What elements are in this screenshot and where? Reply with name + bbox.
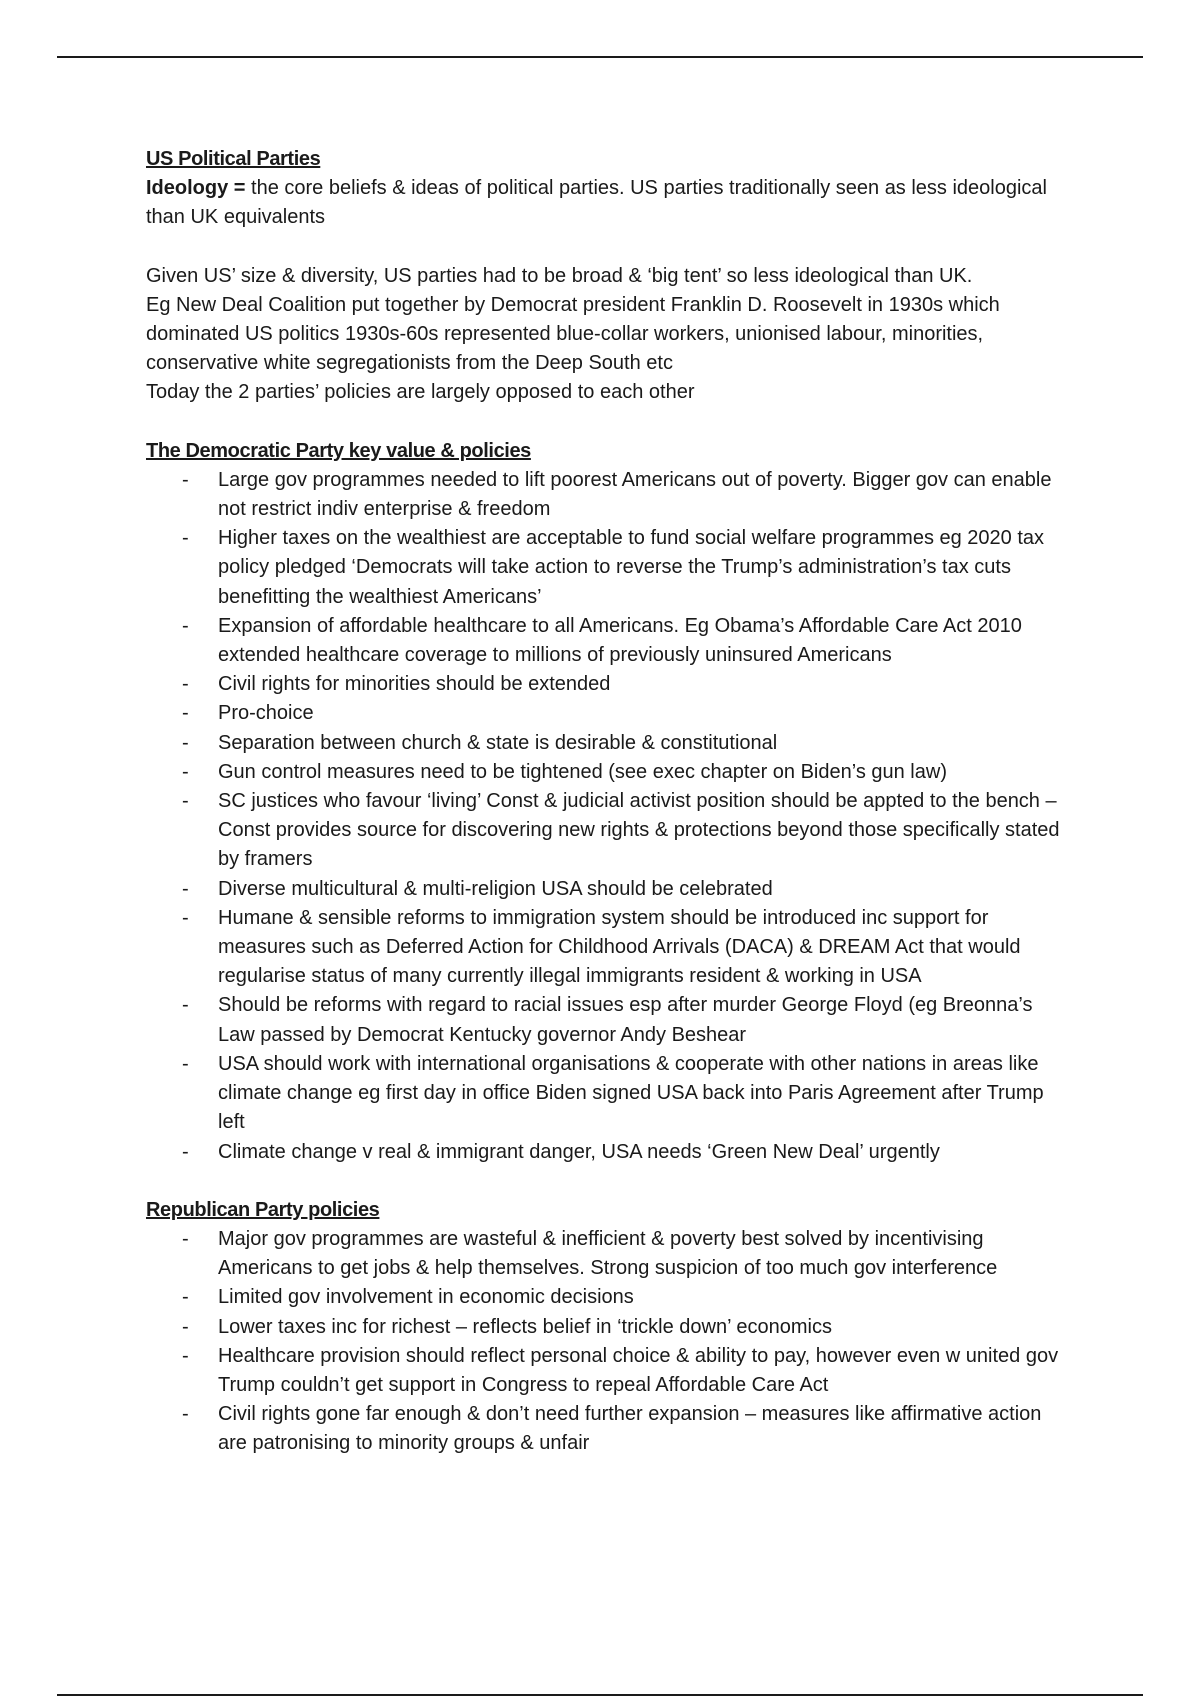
democrats-heading: The Democratic Party key value & policies bbox=[146, 439, 531, 462]
intro-line: Today the 2 parties’ policies are largely opposed to each other bbox=[146, 381, 695, 404]
document-body bbox=[146, 145, 1066, 1459]
list-item: - USA should work with international organisations & cooperate with other nations in areas like climate change eg first day in office Biden signed USA back into Paris Agreement after Trump left bbox=[218, 1050, 1066, 1138]
spacer bbox=[146, 233, 1066, 262]
page-title: US Political Parties bbox=[146, 148, 321, 170]
ideology-term: Ideology = bbox=[146, 177, 246, 200]
spacer bbox=[146, 1167, 1066, 1196]
list-item: - Pro-choice bbox=[218, 699, 1066, 728]
list-item: - SC justices who favour ‘living’ Const & judicial activist position should be appted to the bench – Const provides source for discovering new rights & protections beyond those specifically stated by framers bbox=[218, 787, 1066, 875]
intro-line: Given US’ size & diversity, US parties had to be broad & ‘big tent’ so less ideological than UK. bbox=[146, 264, 973, 287]
list-item: - Higher taxes on the wealthiest are acceptable to fund social welfare programmes eg 2020 tax policy pledged ‘Democrats will take action to reverse the Trump’s administration’s tax cuts benefitting the wealthiest Americans’ bbox=[218, 524, 1066, 612]
democrats-policy-list bbox=[146, 466, 1066, 1167]
list-item: - Humane & sensible reforms to immigration system should be introduced inc support for measures such as Deferred Action for Childhood Arrivals (DACA) & DREAM Act that would regularise status of many currently illegal immigrants resident & working in USA bbox=[218, 904, 1066, 992]
list-item: - Major gov programmes are wasteful & inefficient & poverty best solved by incentivising Americans to get jobs & help themselves. Strong suspicion of too much gov interference bbox=[218, 1225, 1066, 1283]
republicans-heading: Republican Party policies bbox=[146, 1198, 380, 1221]
list-item: - Expansion of affordable healthcare to all Americans. Eg Obama’s Affordable Care Act 2010 extended healthcare coverage to millions of previously uninsured Americans bbox=[218, 612, 1066, 670]
top-rule bbox=[57, 56, 1143, 58]
list-item: - Should be reforms with regard to racial issues esp after murder George Floyd (eg Breonna’s Law passed by Democrat Kentucky governor Andy Beshear bbox=[218, 991, 1066, 1049]
list-item: - Separation between church & state is desirable & constitutional bbox=[218, 729, 1066, 758]
list-item: - Healthcare provision should reflect personal choice & ability to pay, however even w united gov Trump couldn’t get support in Congress to repeal Affordable Care Act bbox=[218, 1342, 1066, 1400]
bottom-rule bbox=[57, 1694, 1143, 1696]
list-item: - Civil rights gone far enough & don’t need further expansion – measures like affirmative action are patronising to minority groups & unfair bbox=[218, 1400, 1066, 1458]
republicans-policy-list bbox=[146, 1225, 1066, 1459]
list-item: - Large gov programmes needed to lift poorest Americans out of poverty. Bigger gov can enable not restrict indiv enterprise & freedom bbox=[218, 466, 1066, 524]
intro-line: Eg New Deal Coalition put together by Democrat president Franklin D. Roosevelt in 1930s which dominated US politics 1930s-60s represented blue-collar workers, unionised labour, minorities, conservative white segregationists from the Deep South etc bbox=[146, 293, 1000, 375]
list-item: - Diverse multicultural & multi-religion USA should be celebrated bbox=[218, 875, 1066, 904]
list-item: - Climate change v real & immigrant danger, USA needs ‘Green New Deal’ urgently bbox=[218, 1138, 1066, 1167]
list-item: - Lower taxes inc for richest – reflects belief in ‘trickle down’ economics bbox=[218, 1313, 1066, 1342]
list-item: - Limited gov involvement in economic decisions bbox=[218, 1283, 1066, 1312]
list-item: - Gun control measures need to be tightened (see exec chapter on Biden’s gun law) bbox=[218, 758, 1066, 787]
list-item: - Civil rights for minorities should be extended bbox=[218, 670, 1066, 699]
spacer bbox=[146, 408, 1066, 437]
ideology-text: the core beliefs & ideas of political parties. US parties traditionally seen as less ideological than UK equivalents bbox=[146, 177, 1048, 229]
ideology-definition bbox=[146, 174, 1066, 232]
